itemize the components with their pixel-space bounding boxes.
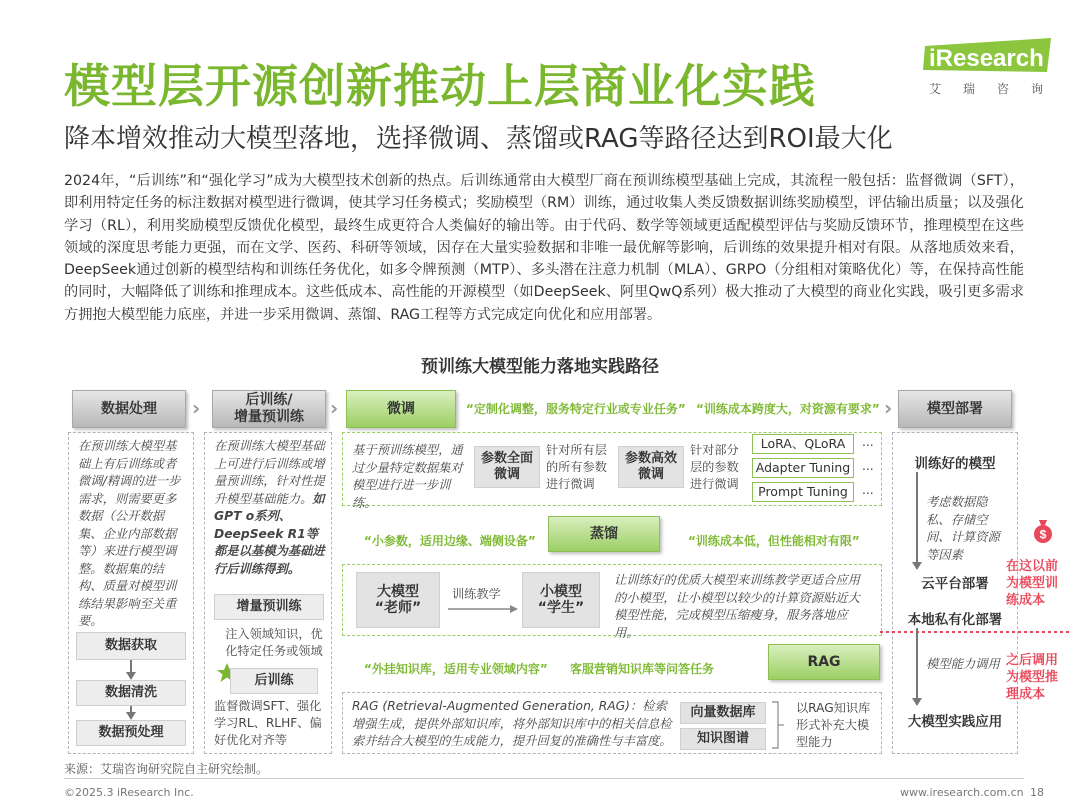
page-title: 模型层开源创新推动上层商业化实践	[64, 59, 816, 113]
chip-efficient-finetune: 参数高效微调	[618, 446, 684, 488]
method-adapter: Adapter Tuning	[752, 458, 854, 478]
distill-desc: 让训练好的优质大模型来训练教学更适合应用的小模型，让小模型以较少的计算资源贴近大模型性能，完成模型压缩瘦身，服务落地应用。	[614, 573, 860, 640]
method-prompt: Prompt Tuning	[752, 482, 854, 502]
chip-knowledge-graph: 知识图谱	[680, 728, 766, 750]
step-data-acquire: 数据获取	[76, 632, 186, 660]
chevron-right-icon: ›	[884, 396, 893, 420]
finetune-quote-b: “训练成本跨度大，对资源有要求”	[696, 402, 880, 416]
logo-mark	[915, 32, 1055, 80]
header-post-training: 后训练/ 增量预训练	[212, 390, 326, 428]
deploy-app: 大模型实践应用	[907, 714, 1003, 730]
dollar-sign: $	[1039, 527, 1047, 542]
chip-student: 小模型 “学生”	[522, 572, 600, 628]
chevron-right-icon: ›	[192, 396, 201, 420]
page-subtitle: 降本增效推动大模型落地，选择微调、蒸馏或RAG等路径达到ROI最大化	[64, 124, 893, 154]
col1-desc: 在预训练大模型基础上有后训练或者微调/精调的进一步需求，则需要更多数据（公开数据集、企业内部数据等）来进行模型调整。数据集的结构、质量对模型训练结果影响至关重要。	[78, 439, 181, 628]
bracket-icon	[772, 700, 784, 750]
deploy-considerations: 考虑数据隐私、存储空间、计算资源等因素	[926, 495, 1000, 562]
distill-flow-label: 训练教学	[452, 587, 501, 601]
header-distill: 蒸馏	[548, 516, 660, 552]
deploy-cloud: 云平台部署	[921, 576, 989, 592]
ellipsis-2: ...	[862, 459, 874, 473]
header-rag: RAG	[768, 644, 880, 680]
down-arrow-icon	[912, 562, 922, 570]
step-data-clean: 数据清洗	[76, 680, 186, 706]
incremental-desc: 注入领域知识，优化特定任务或领域	[225, 627, 323, 658]
col-deploy-box	[892, 432, 1018, 754]
rag-desc: RAG (Retrieval-Augmented Generation, RAG)：检索增强生成，提供外部知识库，将外部知识库中的相关信息检索并结合大模型的生成能力，提升回复的准确性与丰富度。	[352, 699, 672, 748]
method-lora: LoRA、QLoRA	[752, 434, 854, 454]
down-arrow-icon	[126, 672, 136, 680]
ellipsis-1: ...	[862, 435, 874, 449]
note-before-cost: 在这以前 为模型训 练成本	[1006, 559, 1059, 608]
footer-url: www.iresearch.com.cn	[900, 786, 1024, 799]
efficient-finetune-desc: 针对部分层的参数进行微调	[690, 443, 739, 491]
header-data-processing: 数据处理	[72, 390, 186, 428]
svg-text:iResearch: iResearch	[929, 45, 1044, 72]
distill-quote-a: “小参数，适用边缘、端侧设备”	[364, 534, 536, 548]
page-number: 18	[1030, 786, 1044, 799]
down-arrow-icon	[126, 712, 136, 720]
ellipsis-3: ...	[862, 483, 874, 497]
chip-full-finetune: 参数全面微调	[474, 446, 540, 488]
deploy-trained-model: 训练好的模型	[914, 456, 996, 472]
deploy-call: 模型能力调用	[926, 657, 1000, 671]
footer-divider	[64, 778, 1024, 779]
divider-dotted	[880, 630, 1070, 634]
col2-desc-plain: 在预训练大模型基础上可进行后训练或增量预训练，针对性提升模型基础能力。	[214, 439, 325, 506]
down-arrow-icon	[912, 698, 922, 706]
money-bag-icon	[1032, 518, 1054, 544]
deploy-local: 本地私有化部署	[907, 612, 1003, 628]
rag-right-desc: 以RAG知识库形式补充大模型能力	[796, 701, 871, 749]
intro-paragraph: 2024年，“后训练”和“强化学习”成为大模型技术创新的热点。后训练通常由大模型厂商在预训练模型基础上完成，其流程一般包括：监督微调（SFT），即利用特定任务的标注数据对模型进行微调，使其学习任务模式；奖励模型（RM）训练，通过收集人类反馈数据训练奖励模型，评估输出质量；以及强化学习（RL），利用奖励模型反馈优化模型，最终生成更符合人类偏好的输出等。由于代码、数学等领域更适配模型评估与奖励反馈环节，推理模型在这些领域的深度思考能力更强，而在文学、医药、科研等领域，因存在大量实验数据和非唯一最优解等影响，后训练的效果提升相对有限。从落地质效来看，DeepSeek通过创新的模型结构和训练任务优化，如多令牌预测（MTP）、多头潜在注意力机制（MLA）、GRPO（分组相对策略优化）等，在保持高性能的同时，大幅降低了训练和推理成本。这些低成本、高性能的开源模型（如DeepSeek、阿里QwQ系列）极大推动了大模型的商业化实践，吸引更多需求方拥抱大模型能力底座，并进一步采用微调、蒸馏、RAG工程等方式完成定向优化和应用部署。	[64, 173, 1024, 323]
chip-vector-db: 向量数据库	[680, 702, 766, 724]
logo-cn-text: 艾瑞咨询	[929, 82, 1066, 96]
note-after-cost: 之后调用 为模型推 理成本	[1006, 653, 1059, 702]
diagram-title: 预训练大模型能力落地实践路径	[421, 357, 659, 377]
finetune-desc: 基于预训练模型，通过少量特定数据集对模型进行进一步训练。	[352, 443, 463, 510]
deploy-flow-line	[916, 472, 918, 564]
step-data-preprocess: 数据预处理	[76, 720, 186, 746]
chip-incremental-pretrain: 增量预训练	[214, 594, 324, 620]
arrow-right-icon	[448, 604, 518, 614]
col2-desc	[214, 438, 326, 578]
col2-desc-bold: 如GPT o系列、DeepSeek R1等都是以基模为基础进行后训练得到。	[214, 491, 325, 576]
copyright: ©2025.3 iResearch Inc.	[64, 786, 194, 799]
iresearch-logo	[915, 32, 1066, 104]
source-note: 来源：艾瑞咨询研究院自主研究绘制。	[64, 762, 269, 776]
finetune-quote-a: “定制化调整，服务特定行业或专业任务”	[466, 402, 686, 416]
chip-teacher: 大模型 “老师”	[356, 572, 440, 628]
chevron-right-icon: ›	[330, 396, 339, 420]
post-training-desc: 监督微调SFT、强化学习RL、RLHF、偏好优化对齐等	[214, 699, 322, 747]
deploy-flow-line-2	[916, 628, 918, 700]
rag-quote-b: 客服营销知识库等问答任务	[570, 662, 715, 676]
header-finetune: 微调	[346, 390, 456, 428]
full-finetune-desc: 针对所有层的所有参数进行微调	[546, 443, 607, 491]
rag-quote-a: “外挂知识库，适用专业领域内容”	[364, 662, 548, 676]
distill-quote-b: “训练成本低，但性能相对有限”	[688, 534, 860, 548]
chip-post-training: 后训练	[230, 668, 318, 694]
header-deploy: 模型部署	[898, 390, 1012, 428]
